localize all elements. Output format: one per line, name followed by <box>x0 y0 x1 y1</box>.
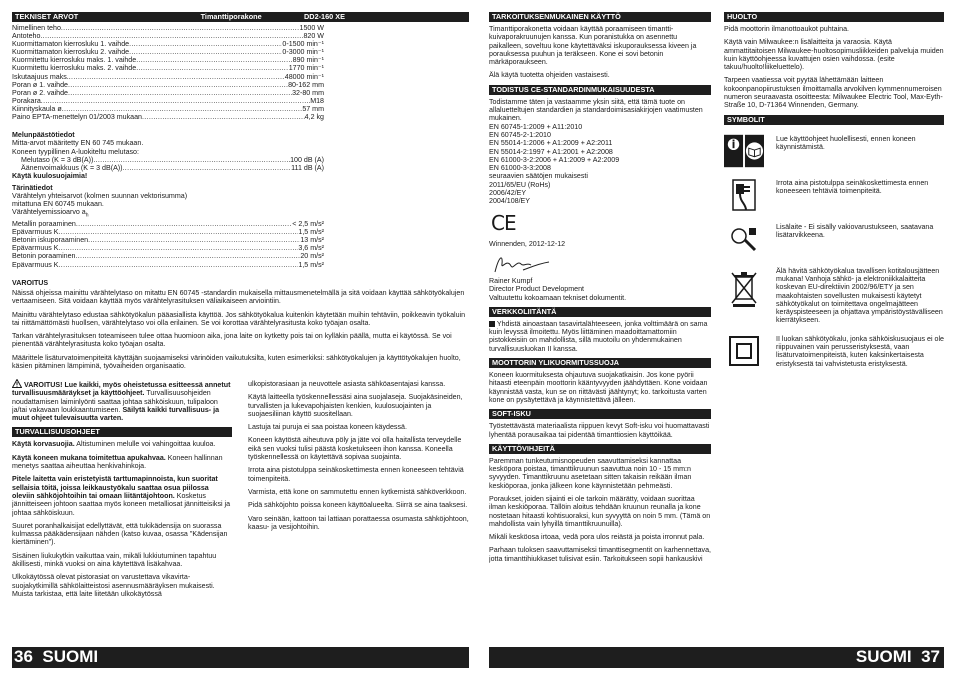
noise-line2: Koneen tyypillinen A-luokiteltu melutaso: <box>12 147 139 156</box>
safety-cont-p: Koneen käytöstä aiheutuva pöly ja jäte voi olla haitallista terveydelle eikä sen vuoksi tulisi päästä kosketukseen ihon kanssa. Koneella työskennellessä on käytettävä sopivaa suojainta. <box>248 436 462 462</box>
noise-section <box>12 131 324 180</box>
tarkoitus-p1: Timanttiporakonetta voidaan käyttää poraamiseen timantti-kuivaporakruunujen kanssa. Kun poranistukka on asennettu paikalleen, soveltuu kone käytettäväksi iskuporauksessa kiveen ja porauksessa puuhun ja teräkseen. Kone ei sovi betonin märkäporaukseen. <box>489 25 697 67</box>
spec-category: Timanttiporakone <box>200 12 262 21</box>
symbolit-header: SYMBOLIT <box>724 115 944 125</box>
ce-place-date: Winnenden, 2012-12-12 <box>489 239 566 248</box>
ce-standard-line: 2004/108/EY <box>489 197 531 206</box>
huolto-p1: Pidä moottorin ilmanottoaukot puhtaina. <box>724 25 850 33</box>
ce-header: TODISTUS CE-STANDARDINMUKAISUUDESTA <box>489 85 711 95</box>
spec-list <box>12 24 324 121</box>
noise-row: Äänenvoimakkuus (K = 3 dB(A)) ..... 111 dB (A) <box>12 164 324 172</box>
varoitus-paragraph: Tarkan värähtelyrasituksen toteamiseen tulee ottaa huomioon aika, jona laite on kytketty pois tai on kylläkin päällä, mutta ei käytössä. Se voi pienentää värähtelyrasitusta koko työajan osalta. <box>12 332 452 349</box>
spec-row: Poran ø 2. vaihde ..... 32-80 mm <box>12 89 324 97</box>
tip-p4: Parhaan tuloksen saavuttamiseksi timanttisegmentit on karhennettava, jotta timanttihiukkaset tulisivat esiin. Tarkoitukseen sopii hankauskivi <box>489 546 711 563</box>
ylikuorma-header: MOOTTORIN YLIKUORMITUSSUOJA <box>489 358 711 368</box>
safety-p2: Käytä koneen mukana toimitettua apukahvaa. Koneen hallinnan menetys saattaa aiheuttaa henkivahinkoja. <box>12 453 223 471</box>
weee-bin-icon <box>724 265 764 313</box>
varoitus-paragraph: Näissä ohjeissa mainittu värähtelytaso on mitattu EN 60745 -standardin mukaisella mittausmenetelmällä ja sitä voidaan käyttää sähkötyökalujen vertaamiseen. Sitä voidaan käyttää myös värähtelyrasituksen väliaikaiseen arviointiin. <box>12 288 465 306</box>
ce-standards <box>489 123 711 206</box>
tip-p2: Poraukset, joiden sijainti ei ole tarkoin määrätty, voidaan suorittaa ilman keskiöporaa. Tällöin aloitus tehdään kruunun reunalla ja kone nostetaan hitaasti kohtisuoraksi, kun syvyyttä on noin 5 mm. (Tämä on mahdollista vain lyhyillä timanttikruunuilla). <box>489 494 711 528</box>
ce-standard-line: 2006/42/EY <box>489 189 527 198</box>
left-footer-language: SUOMI <box>42 647 99 666</box>
vibration-line1: Värähtelyn yhteisarvot (kolmen suunnan vektorisumma) <box>12 191 188 200</box>
spec-row: Epävarmuus K ..... 1,5 m/s² <box>12 228 324 236</box>
symbol-row: Lue käyttöohjeet huolellisesti, ennen koneen käynnistämistä. <box>724 133 944 169</box>
tip-p1: Paremman tunkeutumisnopeuden saavuttamiseksi kannattaa kesköpora poistaa, timanttikruunun saavuttua noin 10 - 15 mm:n syvyyden. Timanttikruunu asetetaan sitten takaisin reikään ilman keskiöporaa, jonka jälkeen kone käynnistetään pehmeästi. <box>489 456 692 490</box>
vibration-section <box>12 184 324 269</box>
safety-p4: Suuret poranhalkaisijat edellyttävät, että tukikädensija on suorassa kulmassa pääkädensijaan nähden (katso kuvaa, osassa "Kädensijan kiertäminen"). <box>12 521 228 547</box>
varoitus-paragraph: Määrittele lisäturvatoimenpiteitä käyttäjän suojaamiseksi värinöiden vaikutuksilta, kuten esimerkiksi: sähkötyökalujen ja käyttötyökalujen huolto, käsien pitäminen lämpiminä, työvaiheiden organisaatio. <box>12 353 461 371</box>
safety-cont-p: Käytä laitteella työskennellessäsi aina suojalaseja. Suojakäsineiden, turvallisten ja lukevapohjaisten kenkien, kuulosuojainten ja suojaesiliinan käyttö suositellaan. <box>248 393 463 418</box>
read-manual-icon <box>724 133 764 169</box>
accessory-icon <box>724 221 764 257</box>
spec-row: Poran ø 1. vaihde ..... 80-162 mm <box>12 81 324 89</box>
spec-row: Epävarmuus K ..... 3,6 m/s² <box>12 244 324 252</box>
safety-cont-p: Varmista, että kone on sammutettu ennen kytkemistä sähköverkkoon. <box>248 487 467 496</box>
spec-row: Kuormittamaton kierrosluku 2. vaihde ..... 0-3000 min⁻¹ <box>12 48 324 56</box>
left-col-1 <box>12 12 469 375</box>
safety-cont-p: Varo seinään, kattoon tai lattiaan porattaessa osumasta sähköjohtoon, kaasu- ja vesijohtoihin. <box>248 514 469 531</box>
noise-title: Melunpäästötiedot <box>12 131 75 140</box>
huolto-header: HUOLTO <box>724 12 944 22</box>
huolto-p3: Tarpeen vaatiessa voit pyytää lähettämään laitteen kokoonpanopiirustuksen ilmoittamalla arvokilven kymmennumeroisen numeron seuraavasta osoitteesta: Milwaukee Electric Tool, Max-Eyth-Straße 10, D-71364 Winnenden, Germany. <box>724 76 943 110</box>
safety-p6: Ulkokäytössä olevat pistorasiat on varustettava vikavirta-suojakytkimillä sähkölaitteistosi asennusmääräyksen mukaisesti. Muista tarkistaa, että laite liitetään ulkokäytössä <box>12 573 215 598</box>
softisku-text: Työstettävästä materiaalista riippuen kevyt Soft-isku voi huomattavasti lyhentää porausaikaa tai pidentää timanttiosien käyttöikää. <box>489 422 710 439</box>
softisku-header: SOFT-ISKU <box>489 409 711 419</box>
safety-cont-p: Lastuja tai puruja ei saa poistaa koneen käydessä. <box>248 423 407 432</box>
spec-title: TEKNISET ARVOT <box>15 12 79 21</box>
varoitus-title: VAROITUS <box>12 278 49 287</box>
spec-table-header <box>12 12 469 22</box>
ce-standard-line: EN 60745-2-1:2010 <box>489 130 551 139</box>
symbol-row: Lisälaite - Ei sisälly vakiovarustukseen, saatavana lisätarvikkeena. <box>724 221 944 257</box>
spec-row: Iskutaajuus maks. ..... 48000 min⁻¹ <box>12 73 324 81</box>
kayttovihjeita-header: KÄYTTÖVIHJEITÄ <box>489 444 711 454</box>
safety-cont-p: Pidä sähköjohto poissa koneen käyttöalueelta. Siirrä se aina taaksesi. <box>248 501 468 510</box>
spec-model: DD2-160 XE <box>304 12 345 21</box>
filled-square-icon <box>489 321 495 327</box>
left-col-1-lower <box>12 379 232 603</box>
safety-cont-p: ulkopistorasiaan ja neuvottele asiasta sähköasentajasi kanssa. <box>248 380 446 388</box>
tip-p3: Mikäli kesköosa irtoaa, vedä pora ulos reiästä ja poista irronnut pala. <box>489 533 705 542</box>
turvallisuusohjeet-header: TURVALLISUUSOHJEET <box>12 427 232 437</box>
spec-row: Betonin poraaminen ..... 20 m/s² <box>12 252 324 260</box>
spec-row: Betonin iskuporaaminen ..... 13 m/s² <box>12 236 324 244</box>
verkko-header: VERKKOLIITÄNTÄ <box>489 307 711 317</box>
safety-p1: Käytä korvasuojia. Altistuminen melulle voi vahingoittaa kuuloa. <box>12 440 216 449</box>
vibration-line2: mitattuna EN 60745 mukaan. <box>12 200 104 209</box>
signature-icon <box>493 252 553 276</box>
safety-warning: VAROITUS! Lue kaikki, myös oheistetussa esitteessä annetut turvallisuusmääräykset ja käyttöohjeet. Turvallisuusohjeiden noudattamisen laiminlyönti saattaa johtaa sähköiskuun, tulipaloon ja/tai vakavaan loukkaantumiseen. Säilytä kaikki turvallisuus- ja muut ohjeet tulevaisuutta varten. <box>12 381 231 423</box>
spec-row: Paino EPTA-menettelyn 01/2003 mukaan ..... 4,2 kg <box>12 113 324 121</box>
tarkoitus-p2: Älä käytä tuotetta ohjeiden vastaisesti. <box>489 71 610 80</box>
warning-triangle-icon <box>12 379 22 388</box>
spec-row: Kuormittamaton kierrosluku 1. vaihde ..... 0-1500 min⁻¹ <box>12 40 324 48</box>
left-page-number: 36 SUOMI <box>14 647 99 666</box>
ce-authorised: Valtuutettu kokoamaan tekniset dokumentit. <box>489 293 627 302</box>
verkko-text: Yhdistä ainoastaan tasavirtalähteeseen, jonka volttimäärä on sama kuin levyssä ilmoitettu. Myös liittäminen maadoittamattomiin pistokkeisiin on mahdollista, sillä muotoilu on yhdenmukainen turvallisuusluokan II kanssa. <box>489 319 708 353</box>
spec-row: Antoteho ..... 820 W <box>12 32 324 40</box>
right-page-number: SUOMI 37 <box>855 647 940 666</box>
class-ii-icon <box>724 333 764 369</box>
varoitus-section <box>12 279 469 371</box>
spec-row: Metallin poraaminen ..... < 2,5 m/s² <box>12 220 324 228</box>
ce-standard-line: EN 55014-1:2006 + A1:2009 + A2:2011 <box>489 139 613 148</box>
right-col-2 <box>724 12 944 377</box>
spec-row: Nimellinen teho ..... 1500 W <box>12 24 324 32</box>
right-col-1 <box>489 12 711 568</box>
unplug-icon <box>724 177 764 213</box>
safety-cont-p: Irrota aina pistotulppa seinäkoskettimesta ennen koneeseen tehtäviä toimenpiteitä. <box>248 466 464 483</box>
ce-standard-line: EN 61000-3-3:2008 <box>489 164 551 173</box>
vibration-title: Tärinätiedot <box>12 183 53 192</box>
noise-line1: Mitta-arvot määritetty EN 60 745 mukaan. <box>12 139 144 148</box>
signer-name: Rainer Kumpf <box>489 276 533 285</box>
spec-row: Kiinnityskaula ø ..... 57 mm <box>12 105 324 113</box>
spec-row: Porakara ..... M18 <box>12 97 324 105</box>
spec-row: Kuormitettu kierrosluku maks. 1. vaihde ..... 890 min⁻¹ <box>12 56 324 64</box>
spec-row: Epävarmuus K ..... 1,5 m/s² <box>12 261 324 269</box>
ce-mark: CE <box>491 210 516 235</box>
signer-role: Director Product Development <box>489 285 585 294</box>
right-footer-language: SUOMI <box>855 647 912 666</box>
ce-standard-line: EN 55014-2:1997 + A1:2001 + A2:2008 <box>489 147 613 156</box>
varoitus-paragraph: Mainittu värähtelytaso edustaa sähkötyökalun pääasiallista käyttöä. Jos sähkötyökalua kuitenkin käytetään muihin tehtäviin, poikkeavin työkaluin tai riittämättömästi huollsen, värähtelytaso voi olla erilainen. Se voi korottaa värähtelyrasitusta koko työajan osalta. <box>12 310 466 327</box>
huolto-p2: Käytä vain Milwaukee:n lisälaitteita ja varaosia. Käytä ammattitaitoisen Milwaukee-huoltosopimusliikkeiden palveluja muiden kuin käyttöohjeessa kuvattujen osien vaihdossa. (esite takuu/huolto!liikeluettelo). <box>724 38 944 72</box>
ear-protection-note: Käytä kuulosuojaimia! <box>12 172 88 181</box>
ce-standard-line: seuraavien säätöjen mukaisesti <box>489 172 588 181</box>
ce-standard-line: EN 60745-1:2009 + A11:2010 <box>489 122 583 131</box>
symbol-row: Irrota aina pistotulppa seinäkoskettimesta ennen koneeseen tehtäviä toimenpiteitä. <box>724 177 944 213</box>
spec-row: Kuormitettu kierrosluku maks. 2. vaihde ..... 1770 min⁻¹ <box>12 64 324 72</box>
ce-standard-line: EN 61000-3-2:2006 + A1:2009 + A2:2009 <box>489 155 620 164</box>
noise-row: Melutaso (K = 3 dB(A)) ..... 100 dB (A) <box>12 156 324 164</box>
ce-intro: Todistamme täten ja vastaamme yksin siitä, että tämä tuote on allaluetteltujen standardien ja standardoimisasiakirjojen vaatimusten mukainen. <box>489 97 703 123</box>
ce-standard-line: 2011/65/EU (RoHs) <box>489 180 551 189</box>
safety-p3: Pitele laitetta vain eristetyistä tarttumapinnoista, kun suoritat sellaisia töitä, joissa leikkaustyökalu saattaa osua piilossa oleviin sähköjohtoihin tai omaan liitäntäjohtoon. Kosketus jännitteiseen johtoon saattaa myös koneen metalliosat jännitteisiksi ja johtaa sähköiskuun. <box>12 475 231 517</box>
safety-p5: Sisäinen liukukytkin vaikuttaa vain, mikäli lukkiutuminen tapahtuu äkillisesti, minkä vuoksi on aina käytettävä lisäkahvaa. <box>12 551 217 569</box>
ylikuorma-text: Koneen kuormituksesta ohjautuva suojakatkaisin. Jos kone pyörii hitaasti eteenpäin moottorin kääntyvyyden jäähdyttäen. Kone voidaan käynnistää vasta, kun se on riittävästi jäähtynyt; ko. tarkoitusta varten kone on pysäytettävä ja käynnistettävä jälleen. <box>489 371 708 404</box>
symbol-row: II luokan sähkötyökalu, jonka sähköiskusuojaus ei ole riippuvainen vain perusseristyksestä, vaan lisäturvatoimenpiteistä, kuten kaksinkertaisesta eristyksestä tai vahvistetusta eristyksestä. <box>724 333 944 369</box>
symbol-row: Älä hävitä sähkötyökalua tavallisen kotitalousjätteen mukana! Vanhoja sähkö- ja elektroniikkalaitteita koskevan EU-direktiivin 2002/96/ETY ja sen maakohtaisten sovellusten mukaisesti käytetyt sähkötyökalut on toimitettava ongelmajätteen keräyspisteeseen ja ohjattava ympäristöystävälliseen kierrätykseen. <box>724 265 944 325</box>
left-col-2-lower <box>248 380 470 536</box>
tarkoitus-header: TARKOITUKSENMUKAINEN KÄYTTÖ <box>489 12 711 22</box>
vibration-line3: Värähtelyemissioarvo $a_h$ <box>12 208 89 219</box>
